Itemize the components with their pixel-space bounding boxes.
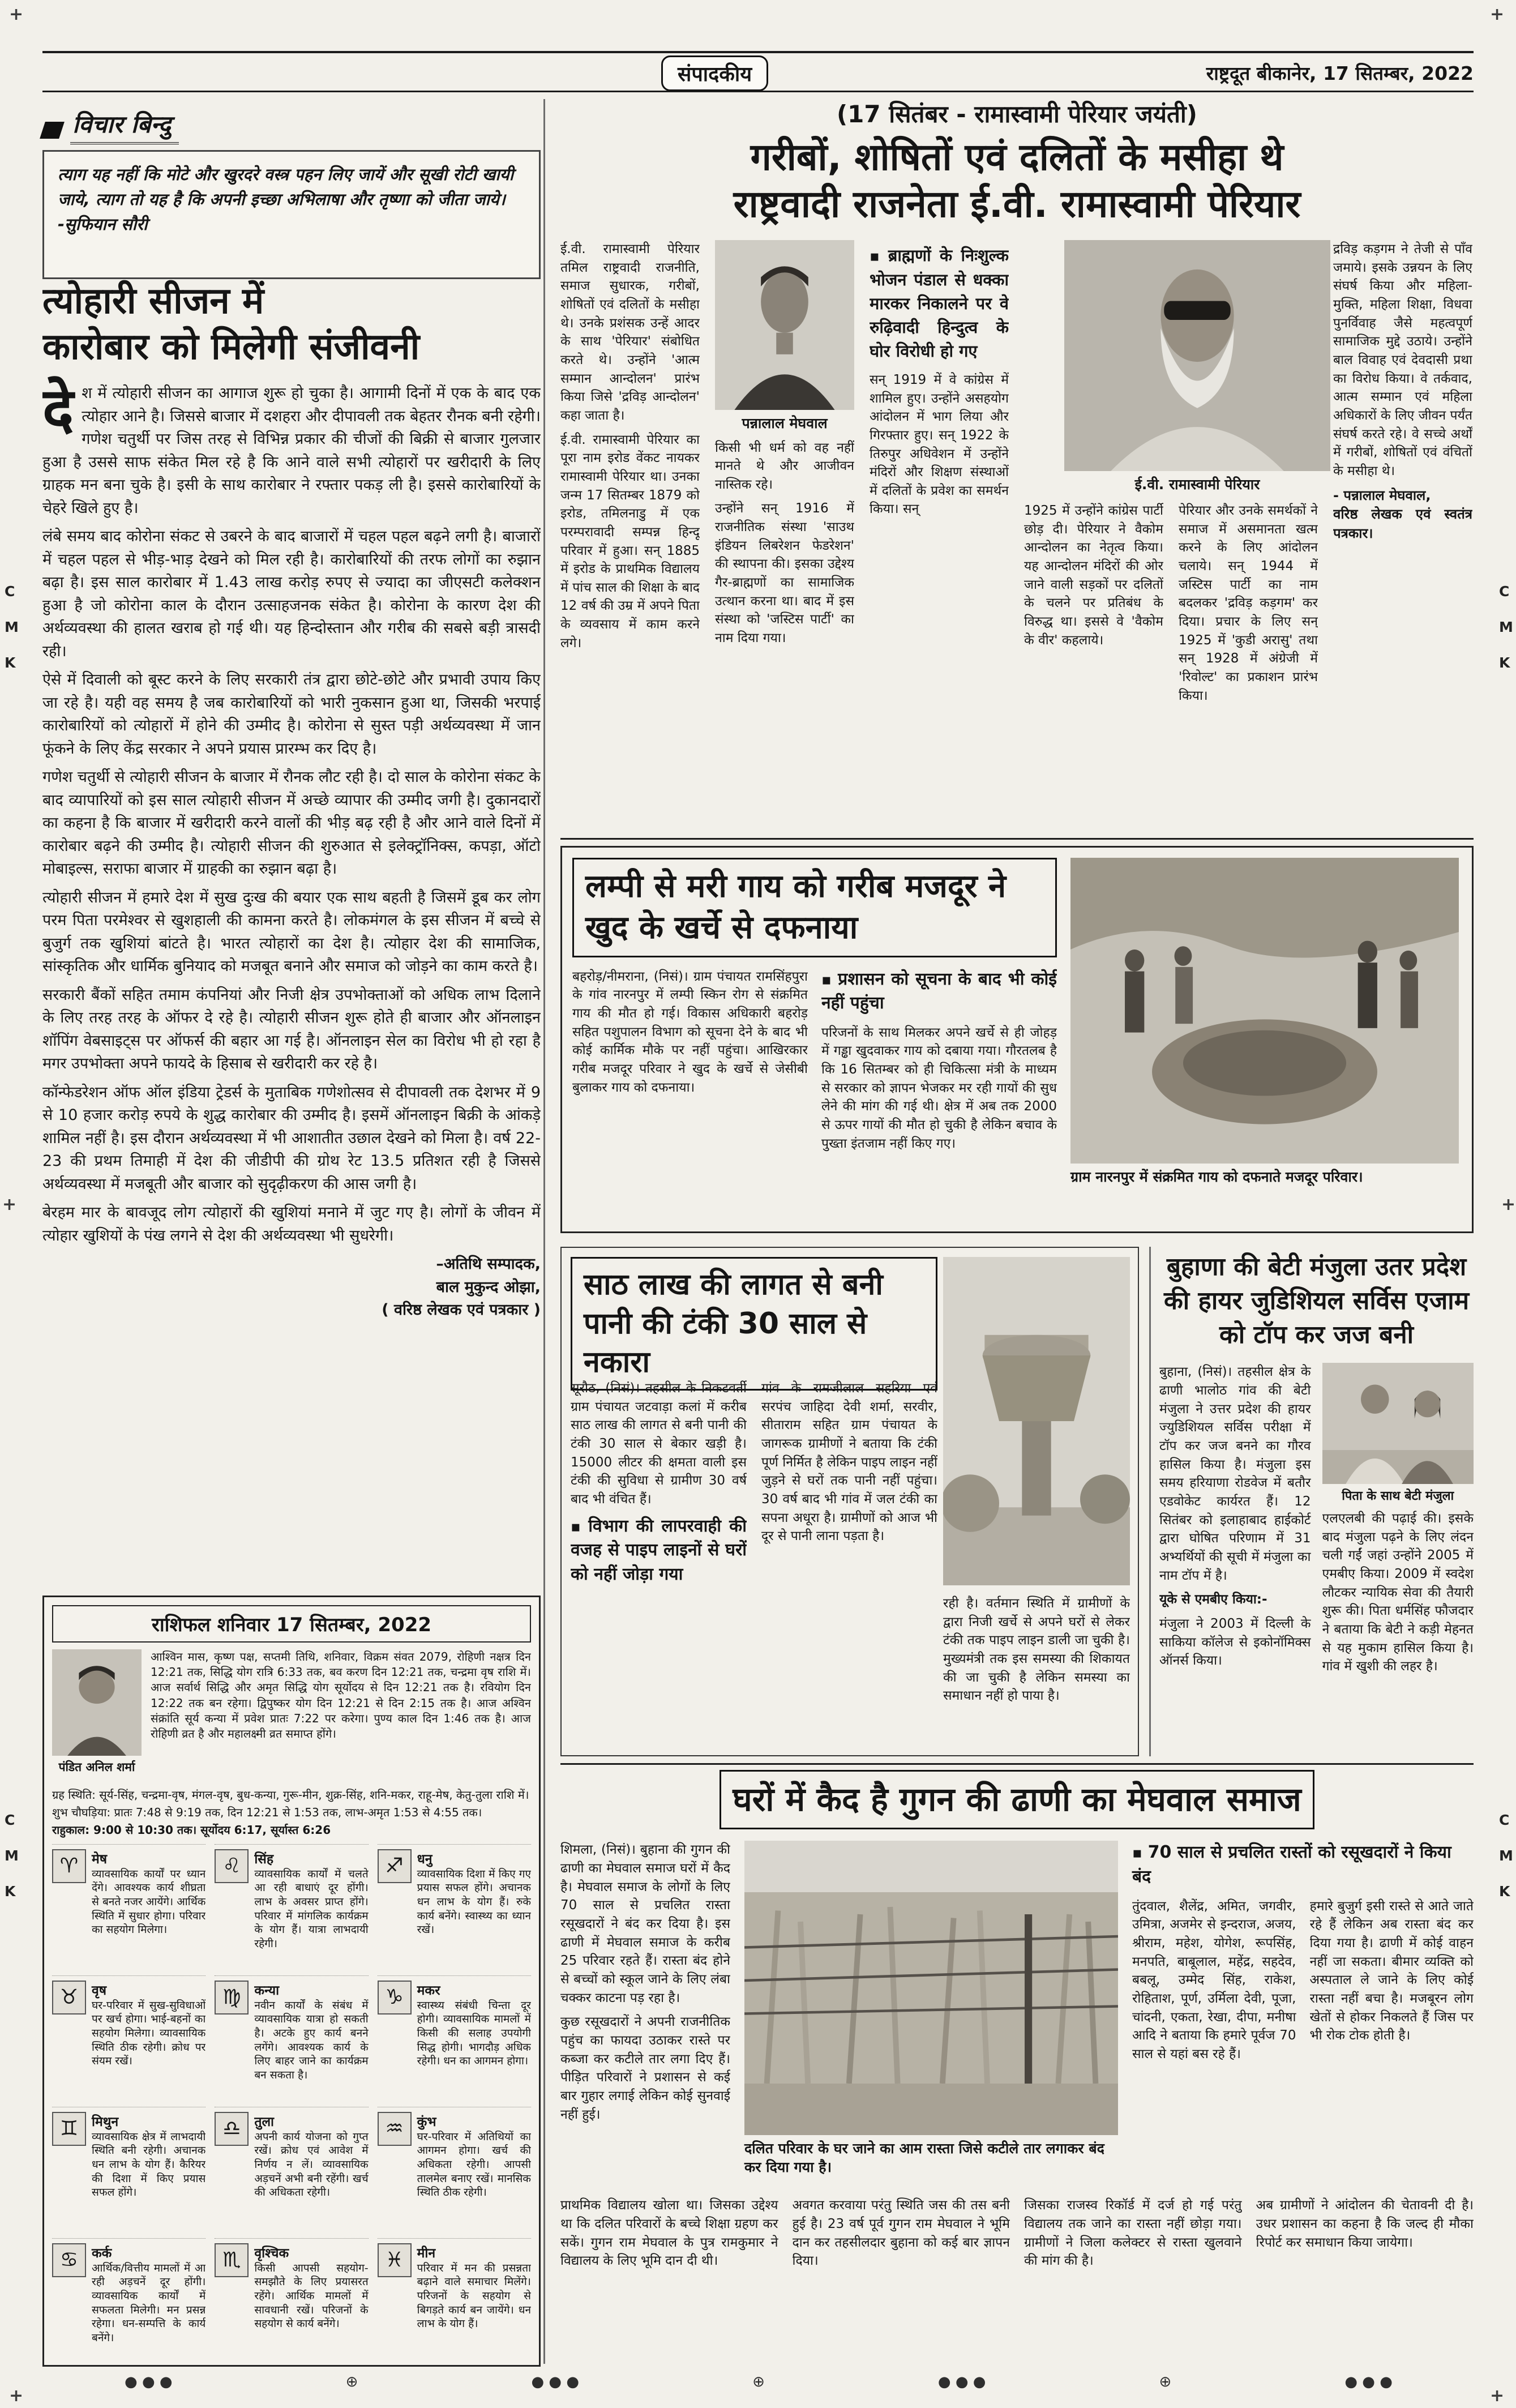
periyar-photo-caption: ई.वी. रामास्वामी पेरियार [1134, 476, 1260, 493]
cmk-k: K [5, 1883, 16, 1900]
vichar-bindu-quote-box [42, 150, 541, 279]
festive-para: श में त्योहारी सीजन का आगाज शुरू हो चुका है। आगामी दिनों में एक के बाद एक त्योहार आने है। जिससे बाजार में दशहरा और दीपावली तक बेहतर रौनक बनी रहेगी। गणेश चतुर्थी पर जिस तरह से विभिन्न प्रकार की चीजों की बिक्री से बाजार गुलजार हुआ है उससे साफ संकेत मिल रहे है कि आने वाले सभी त्योहारों पर खरीदारी के लिए ग्राहक मन बना चुके है। इसी के साथ कारोबार ने रफ्तार पकड़ ली है। इससे कारोबारियों के चेहरे खिले हुए है। [42, 384, 541, 517]
pull-quote-text: ब्राह्मणों के निःशुल्क भोजन पंडाल से धक्का मारकर निकालने पर वे रुढ़िवादी हिन्दुत्व के घोर विरोधी हो गए [870, 246, 1009, 361]
article-water-tank [560, 1247, 1139, 1756]
section-badge [661, 55, 768, 91]
tank-subhead-text: विभाग की लापरवाही की वजह से पाइप लाइनों से घरों को नहीं जोड़ा गया [571, 1516, 747, 1584]
zodiac-cell-mesh [52, 1844, 205, 1970]
bullet-square-icon: ▪ [571, 1518, 583, 1536]
lumpy-col-1 [572, 968, 808, 1194]
rashifal-section [42, 1596, 541, 2367]
zodiac-cell-kumbh [378, 2107, 531, 2232]
article-lumpy-cow [560, 846, 1474, 1233]
meghwal-para: प्राथमिक विद्यालय खोला था। जिसका उद्देश्य था कि दलित परिवारों के बच्चे शिक्षा ग्रहण कर सकें। गुगन राम मेघवाल के पुत्र रामकुमार ने विद्यालय के लिए भूमि दान दी थी। [560, 2198, 778, 2269]
column-divider [543, 99, 545, 2364]
zodiac-scorpio-icon: ♏ [215, 2243, 249, 2277]
festive-byline-3: ( वरिष्ठ लेखक एवं पत्रकार ) [382, 1301, 541, 1319]
zodiac-name: मीन [417, 2246, 436, 2261]
cmk-c: C [1499, 1812, 1510, 1828]
zodiac-cell-dhanu [378, 1844, 531, 1970]
meghwal-bottom-col-1 [560, 2196, 778, 2326]
judge-para: एलएलबी की पढ़ाई की। इसके बाद मंजुला पढ़ने के लिए लंदन चली गईं जहां उन्होंने 2005 में एमबीए किया। 2009 में स्वदेश लौटकर न्यायिक सेवा की तैयारी शुरू की। पिता धर्मसिंह फौजदार ने बताया कि बेटी ने कड़ी मेहनत से यह मुकाम हासिल किया है। गांव में खुशी की लहर है। [1322, 1511, 1474, 1674]
zodiac-cell-meen [378, 2238, 531, 2364]
footer-target-icon: ⊕ [1159, 2373, 1172, 2390]
zodiac-cell-vrish [52, 1975, 205, 2101]
meghwal-photo [744, 1841, 1118, 2135]
zodiac-name: कन्या [254, 1983, 280, 1998]
zodiac-text: परिवार में मन की प्रसन्नता बढ़ाने वाले समाचार मिलेंगे। परिजनों के सहयोग से बिगड़ते कार्य बन जायेंगे। धन लाभ के योग हैं। [417, 2261, 531, 2330]
judge-subhead: यूके से एमबीए किया:- [1159, 1592, 1267, 1607]
zodiac-name: कुंभ [417, 2114, 436, 2129]
periyar-pull-quote [870, 240, 1009, 371]
article-periyar [560, 97, 1474, 833]
section-divider [560, 838, 1474, 840]
masthead-rule-top [42, 51, 1474, 53]
periyar-kicker: (17 सितंबर - रामास्वामी पेरियार जयंती) [836, 100, 1198, 128]
vichar-bindu-title: विचार बिन्दु [70, 108, 179, 144]
periyar-col-3 [870, 240, 1009, 833]
zodiac-name: मिथुन [92, 2114, 119, 2129]
zodiac-name: तुला [254, 2114, 274, 2129]
water-tank-illustration [943, 1257, 1130, 1585]
lumpy-left [572, 858, 1057, 1194]
periyar-col-2 [715, 240, 854, 833]
registration-cross-icon: + [1501, 1195, 1516, 1214]
footer-dots: ● ● ● [1344, 2373, 1393, 2390]
lumpy-headline: लम्पी से मरी गाय को गरीब मजदूर ने खुद के खर्चे से दफनाया [572, 858, 1057, 957]
zodiac-text: व्यावसायिक कार्यों पर ध्यान देंगे। आवश्यक कार्य शीघ्रता से बनते नजर आयेंगे। आर्थिक स्थिति में सुधार होगा। परिवार का सहयोग मिलेगा। [92, 1867, 206, 1936]
lumpy-subhead-text: प्रशासन को सूचना के बाद भी कोई नहीं पहुंचा [821, 969, 1057, 1013]
tank-photo [943, 1257, 1130, 1585]
cmk-print-mark [1499, 583, 1513, 671]
festive-para: कॉन्फेडरेशन ऑफ ऑल इंडिया ट्रेडर्स के मुताबिक गणेशोत्सव से दीपावली तक देशभर में 9 से 10 हजार करोड़ रुपये के शुद्ध कारोबार की उम्मीद है। इसमें ऑनलाइन बिक्री के आंकड़े शामिल नहीं है। इस दौरान अर्थव्यवस्था में भी आशातीत उछाल देखने को मिला है। वर्ष 22-23 की प्रथम तिमाही में देश की जीडीपी की ग्रोथ रेट 13.5 प्रतिशत रही है जिससे अर्थव्यवस्था में मजबूती और बाजार को सुदृढ़ीकरण की आस जगी है। [42, 1083, 541, 1193]
periyar-para: 1925 में उन्होंने कांग्रेस पार्टी छोड़ दी। पेरियार ने वैकोम आन्दोलन का नेतृत्व किया। यह आन्दोलन मंदिरों की ओर जाने वाली सड़कों पर दलितों के चलने पर प्रतिबंध के विरुद्ध था। इससे वे 'वैकोम के वीर' कहलाये। [1024, 503, 1163, 648]
zodiac-name: धनु [417, 1851, 432, 1867]
cmk-k: K [5, 655, 16, 671]
festive-para: गणेश चतुर्थी से त्योहारी सीजन के बाजार में रौनक लौट रही है। दो साल के कोरोना संकट के बाद व्यापारियों को इस साल त्योहारी सीजन में अच्छे व्यापार की उम्मीद जगी है। दुकानदारों का कहना है कि बाजार में खरीदारी करने वालों की भीड़ बढ़ रही है और आने वाले दिनों में कारोबार बढ़ने की उम्मीद है। त्योहारी सीजन की शुरुआत से इलेक्ट्रॉनिक्स, कपड़ा, ऑटो मोबाइल्स, सराफा बाजार में ग्राहकी का रुझान बढ़ा है। [42, 768, 541, 878]
vichar-quote-author: -सुफियान सौरी [58, 215, 148, 234]
periyar-headline-line2: राष्ट्रवादी राजनेता ई.वी. रामास्वामी पेरियार [733, 182, 1301, 226]
vichar-quote-text: त्याग यह नहीं कि मोटे और खुरदरे वस्त्र पहन लिए जायें और सूखी रोटी खायी जाये, त्याग तो यह है कि अपनी इच्छा अभिलाषा और तृष्णा को जीता जाये। [58, 165, 514, 209]
zodiac-text: नवीन कार्यों के संबंध में व्यावसायिक यात्रा हो सकती है। अटके हुए कार्य बनने लगेंगे। आवश्यक कार्य के लिए बाहर जाने का कार्यक्रम बन सकता है। [254, 1999, 369, 2081]
bullet-square-icon: ▪ [870, 248, 883, 265]
meghwal-right [1132, 1841, 1474, 2187]
periyar-body [560, 240, 1474, 833]
section-title: संपादकीय [678, 63, 752, 86]
cmk-c: C [5, 583, 15, 600]
lumpy-para: परिजनों के साथ मिलकर अपने खर्चे से ही जोहड़ में गड्ढा खुदवाकर गाय को दबाया गया। गौरतलब है कि 16 सितम्बर को ही चिकित्सा मंत्री के माध्यम से सरकार को ज्ञापन भेजकर मर रही गायों की सुध लेने की मांग की गई थी। क्षेत्र में अब तक 2000 से ऊपर गायों की मौत हो चुकी है लेकिन बचाव के पुख्ता इंतजाम नहीं किए गए। [821, 1025, 1057, 1151]
footer-dots: ● ● ● [531, 2373, 580, 2390]
article-judge-manjula [1159, 1247, 1474, 1756]
pandit-photo [52, 1649, 142, 1756]
zodiac-name: कर्क [92, 2246, 112, 2261]
registration-cross-icon: + [1490, 5, 1505, 24]
meghwal-bottom-col-2 [793, 2196, 1010, 2326]
zodiac-text: घर-परिवार में सुख-सुविधाओं पर खर्च होगा। भाई-बहनों का सहयोग मिलेगा। व्यावसायिक स्थिति ठीक रहेगी। क्रोध पर संयम रखें। [92, 1999, 206, 2068]
zodiac-cell-mithun [52, 2107, 205, 2232]
edition-dateline: राष्ट्रदूत बीकानेर, 17 सितम्बर, 2022 [1206, 62, 1474, 84]
tank-body [571, 1379, 937, 1747]
zodiac-aquarius-icon: ♒ [378, 2112, 412, 2146]
periyar-photo [1064, 240, 1330, 471]
zodiac-gemini-icon: ♊ [52, 2112, 86, 2146]
zodiac-cell-kanya [215, 1975, 368, 2101]
rashifal-intro: आश्विन मास, कृष्ण पक्ष, सप्तमी तिथि, शनिवार, विक्रम संवत 2079, रोहिणी नक्षत्र दिन 12:21 तक, सिद्धि योग रात्रि 6:33 तक, बव करण दिन 12:21 तक, चन्द्रमा वृष राशि में। आज सर्वार्थ सिद्धि और अमृत सिद्धि योग सूर्योदय से दिन 12:21 तक है। रवियोग दिन 12:22 तक बन रहेगा। द्विपुष्कर योग दिन 12:21 से दिन 2:15 तक है। आज अश्विन संक्रांति सूर्य कन्या में प्रवेश प्रातः 7:22 पर करेगा। पुण्य काल दिन 1:46 तक है। आज रोहिणी व्रत है और महालक्ष्मी व्रत समाप्त होंगे। [151, 1650, 531, 1740]
zodiac-grid [52, 1844, 531, 2364]
cmk-k: K [1499, 655, 1510, 671]
zodiac-name: वृश्चिक [254, 2246, 289, 2261]
cmk-c: C [5, 1812, 15, 1828]
tank-col-3 [943, 1594, 1130, 1748]
pandit-portrait-illustration [52, 1649, 142, 1756]
festive-headline-line2: कारोबार को मिलेगी संजीवनी [42, 326, 420, 368]
tank-col-1 [571, 1379, 747, 1747]
masthead-rule-bottom [42, 91, 1474, 92]
pandit-photo-block [52, 1649, 142, 1784]
zodiac-text: व्यावसायिक क्षेत्र में लाभदायी स्थिति बनी रहेगी। अचानक धन लाभ के योग हैं। कैरियर की दिशा में किए प्रयास सफल होंगे। [92, 2130, 206, 2199]
father-daughter-illustration [1322, 1363, 1474, 1484]
zodiac-text: किसी आपसी सहयोग-समझौते के लिए प्रयासरत रहेंगे। आर्थिक मामलों में सावधानी रखें। परिजनों के सहयोग से कार्य बनेंगे। [254, 2261, 369, 2330]
registration-cross-icon: + [9, 5, 24, 24]
judge-para: मंजुला ने 2003 में दिल्ली के साकिया कॉलेज से इकोनॉमिक्स ऑनर्स किया। [1159, 1616, 1311, 1669]
tank-headline: साठ लाख की लागत से बनी पानी की टंकी 30 साल से नकारा [571, 1257, 937, 1391]
cmk-c: C [1499, 583, 1510, 600]
zodiac-text: व्यावसायिक दिशा में किए गए प्रयास सफल होंगे। अचानक धन लाभ के योग हैं। रुके कार्य बनेंगे। स्वास्थ्य का ध्यान रखें। [417, 1867, 531, 1936]
judge-headline: बुहाणा की बेटी मंजुला उतर प्रदेश की हायर जुडिशियल सर्विस एजाम को टॉप कर जज बनी [1163, 1252, 1470, 1349]
rashifal-grah-sthiti: ग्रह स्थिति: सूर्य-सिंह, चन्द्रमा-वृष, मंगल-वृष, बुध-कन्या, गुरू-मीन, शुक्र-सिंह, शनि-मकर, राहू-मेष, केतु-तुला राशि में। [52, 1788, 529, 1802]
zodiac-cell-vrishchik [215, 2238, 368, 2364]
periyar-signoff-2: वरिष्ठ लेखक एवं स्वतंत्र पत्रकार। [1333, 506, 1472, 541]
zodiac-virgo-icon: ♍ [215, 1981, 249, 2014]
festive-body [42, 375, 541, 1322]
rashifal-chaughadiya: शुभ चौघड़िया: प्रातः 7:48 से 9:19 तक, दिन 12:21 से 1:53 तक, लाभ-अमृत 1:53 से 4:55 तक। [52, 1806, 482, 1820]
cmk-m: M [1499, 1847, 1513, 1864]
rashifal-title: राशिफल शनिवार 17 सितम्बर, 2022 [52, 1605, 531, 1643]
periyar-signoff-1: - पन्नालाल मेघवाल, [1333, 487, 1431, 503]
periyar-para: सन् 1919 में वे कांग्रेस में शामिल हुए। उन्होंने असहयोग आंदोलन में भाग लिया और गिरफ्तार हुए। सन् 1922 के तिरुपुर अधिवेशन में उन्होंने मंदिरों और शिक्षण संस्थाओं में दलितों के प्रवेश का समर्थन किया। सन् [870, 372, 1009, 517]
periyar-portrait-illustration [1064, 240, 1330, 471]
meghwal-para: हमारे बुजुर्ग इसी रास्ते से आते जाते रहे हैं लेकिन अब रास्ता बंद कर दिया गया है। ढाणी में कोई वाहन नहीं जा सकता। बीमार व्यक्ति को अस्पताल ले जाने के लिए कोई रास्ता नहीं बचा है। मजबूरन लोग खेतों से होकर निकलते हैं जिस पर भी रोक टोक होती है। [1309, 1898, 1474, 2043]
cmk-k: K [1499, 1883, 1510, 1900]
festive-para: लंबे समय बाद कोरोना संकट से उबरने के बाद बाजारों में चहल पहल बढ़ने लगी है। बाजारों में चहल पहल से भीड़-भाड़ देखने को मिल रही है। कारोबारियों की तरफ लोगों का रुझान बढ़ा है। इस साल कारोबार में 1.43 लाख करोड़ रुपए से ज्यादा का जीएसटी कलेक्शन हुआ है जो कोरोना काल के दौरान उत्साहजनक संकेत है। कोरोना के कारण देश की अर्थव्यवस्था की हालत खराब हो गई थी। यह हिन्दोस्तान और गरीब की सबसे बड़ी त्रासदी रही। [42, 528, 541, 660]
zodiac-text: अपनी कार्य योजना को गुप्त रखें। क्रोध एवं आवेश में निर्णय न लें। व्यावसायिक अड़चनें अभी बनी रहेंगी। खर्च की अधिकता रहेगी। [254, 2130, 369, 2199]
festive-para: त्योहारी सीजन में हमारे देश में सुख दुःख की बयार एक साथ बहती है जिसमें डूब कर लोग परम पिता परमेश्वर से खुशहाली की कामना करते है। लोकमंगल के इस सीजन में बच्चे से बुजुर्ग तक खुशियां बांटते है। भारत त्योहारों का देश है। त्योहार देश की सामाजिक, सांस्कृतिक और धार्मिक बुनियाद को मजबूत बनाने और समाज को जोड़ने का काम करते है। [42, 888, 541, 976]
periyar-para: पेरियार और उनके समर्थकों ने समाज में असमानता खत्म करने के लिए आंदोलन चलाये। सन् 1944 में जस्टिस पार्टी का नाम बदलकर 'द्रविड़ कड़गम' कर दिया। प्रचार के लिए सन् 1925 में 'कुडी अरासु' तथा सन् 1928 में अंग्रेजी में 'रिवोल्ट' का प्रकाशन प्रारंभ किया। [1179, 503, 1318, 703]
footer-dots: ● ● ● [125, 2373, 173, 2390]
tank-para: सूरौठ, (निसं)। तहसील के निकटवर्ती ग्राम पंचायत जटवाड़ा कलां में करीब साठ लाख की लागत से बनी पानी की टंकी 30 साल से बेकार खड़ी है। 15000 लीटर की क्षमता वाली इस टंकी की सुविधा से ग्रामीण 30 वर्ष बाद भी वंचित हैं। [571, 1381, 747, 1507]
zodiac-sagittarius-icon: ♐ [378, 1849, 412, 1883]
cmk-m: M [5, 619, 19, 635]
periyar-col-6 [1333, 240, 1472, 833]
bullet-square-icon: ▪ [821, 971, 833, 989]
tank-col-2 [761, 1379, 937, 1747]
meghwal-photo-block [744, 1841, 1118, 2187]
zodiac-text: आर्थिक/वित्तीय मामलों में आ रही अड़चनें दूर होंगी। व्यावसायिक कार्यों में सफलता मिलेगी। मन प्रसन्न रहेगा। धन-सम्पत्ति के कार्य बनेंगे। [92, 2261, 206, 2344]
zodiac-aries-icon: ♈ [52, 1849, 86, 1883]
lumpy-col-2 [821, 968, 1057, 1194]
zodiac-text: घर-परिवार में अतिथियों का आगमन होगा। खर्च की अधिकता रहेगी। आपसी तालमेल बनाए रखें। मानसिक स्थिति ठीक रहेगी। [417, 2130, 531, 2199]
festive-byline-1: –अतिथि सम्पादक, [436, 1255, 541, 1273]
periyar-para: द्रविड़ कड़गम ने तेजी से पाँव जमाये। इसके उन्नयन के लिए संघर्ष किया और महिला-मुक्ति, महिला शिक्षा, विधवा पुनर्विवाह जैसे महत्वपूर्ण सामाजिक मुद्दे उठाये। उन्होंने बाल विवाह एवं देवदासी प्रथा का विरोध किया। वे तर्कवाद, आत्म सम्मान एवं महिला अधिकारों के लिए जीवन पर्यंत संघर्ष करते रहे। वे सच्चे अर्थों में गरीबों, शोषितों एवं वंचितों के मसीहा थे। [1333, 242, 1472, 478]
meghwal-subhead-text: 70 साल से प्रचलित रास्तों को रसूखदारों ने किया बंद [1132, 1842, 1451, 1887]
lumpy-para: बहरोड़/नीमराना, (निसं)। ग्राम पंचायत रामसिंहपुरा के गांव नारनपुर में लम्पी स्किन रोग से संक्रमित गाय की मौत हो गई। विकास अधिकारी बहरोड़ सहित पशुपालन विभाग को सूचना देने के बाद भी कोई कार्मिक मौके पर नहीं पहुंचा। आखिरकार गरीब मजदूर परिवार ने खुद के खर्चे से जेसीबी बुलाकर गाय को दफनाया। [572, 969, 808, 1095]
zodiac-capricorn-icon: ♑ [378, 1981, 412, 2014]
lumpy-subhead [821, 968, 1057, 1016]
footer-dots: ● ● ● [937, 2373, 986, 2390]
cmk-print-mark [1499, 1812, 1513, 1900]
meghwal-headline: घरों में कैद है गुगन की ढाणी का मेघवाल समाज [720, 1770, 1314, 1829]
zodiac-cell-makar [378, 1975, 531, 2101]
author-photo [715, 240, 854, 410]
zodiac-name: मकर [417, 1983, 440, 1998]
zodiac-name: वृष [92, 1983, 107, 1998]
cmk-print-mark [5, 583, 19, 671]
meghwal-para: तुंदवाल, शैलेंद्र, अमित, जगवीर, उमित्रा, अजमेर से इन्दराज, अजय, श्रीराम, महेश, योगेश, रूपसिंह, मनपति, बाबूलाल, महेंद्र, सहदेव, बबलू, उम्मेद सिंह, राकेश, रोहिताश, पूर्ण, उर्मिला देवी, पूजा, चांदनी, एकता, रेखा, दीपा, मनीषा आदि ने बताया कि हमारे पूर्वज 70 साल से यहां बस रहे हैं। [1132, 1898, 1296, 2061]
zodiac-name: मेष [92, 1851, 108, 1867]
zodiac-text: स्वास्थ्य संबंधी चिन्ता दूर होगी। व्यावसायिक मामलों में किसी की सलाह उपयोगी सिद्ध होगी। भागदौड़ अधिक रहेगी। धन का आगमन होगा। [417, 1999, 531, 2068]
cmk-m: M [1499, 619, 1513, 635]
tank-subhead [571, 1515, 747, 1587]
cmk-m: M [5, 1847, 19, 1864]
judge-col-1 [1159, 1363, 1311, 1714]
meghwal-para: अब ग्रामीणों ने आंदोलन की चेतावनी दी है। उधर प्रशासन का कहना है कि जल्द ही मौका रिपोर्ट कर समाधान किया जायेगा। [1256, 2198, 1474, 2250]
meghwal-right-col-2 [1310, 1897, 1474, 2163]
burial-scene-illustration [1070, 858, 1459, 1164]
festive-para: बेरहम मार के बावजूद लोग त्योहारों की खुशियां मनाने में जुट गए है। लोगों के जीवन में त्योहार खुशियों के पंख लगने से देश की अर्थव्यवस्था भी सुधरेगी। [42, 1204, 541, 1244]
periyar-headline-line1: गरीबों, शोषितों एवं दलितों के मसीहा थे [750, 135, 1284, 179]
meghwal-photo-caption: दलित परिवार के घर जाने का आम रास्ता जिसे कटीले तार लगाकर बंद कर दिया गया है। [744, 2140, 1104, 2175]
lumpy-photo [1070, 858, 1459, 1164]
periyar-para: ई.वी. रामास्वामी पेरियार का पूरा नाम इरोड वेंकट नायकर रामास्वामी पेरियार था। उनका जन्म 17 सितम्बर 1879 को इरोड, तमिलनाडु में एक परम्परावादी सम्पन्न हिन्दू परिवार में हुआ। सन् 1885 में इरोड के प्राथमिक विद्यालय में पांच साल की शिक्षा के बाद 12 वर्ष की उम्र में अपने पिता के व्यवसाय में काम करने लगे। [560, 432, 700, 651]
bullet-square-icon: ▪ [1132, 1845, 1142, 1862]
zodiac-leo-icon: ♌ [215, 1849, 249, 1883]
meghwal-para: कुछ रसूखदारों ने अपनी राजनीतिक पहुंच का फायदा उठाकर रास्ते पर कब्जा कर कटीले तार लगा दिए हैं। पीड़ित परिवारों ने प्रशासन से कई बार गुहार लगाई लेकिन कोई सुनवाई नहीं हुई। [560, 2014, 730, 2122]
pandit-name: पंडित अनिल शर्मा [58, 1760, 135, 1774]
article-festive-season [42, 279, 541, 1586]
meghwal-para: शिमला, (निसं)। बुहाना की गुगन की ढाणी का मेघवाल समाज घरों में कैद है। मेघवाल समाज के लोगों के लिए 70 साल से प्रचलित रास्ता रसूखदारों ने बंद कर दिया है। इस ढाणी में मेघवाल समाज के करीब 25 परिवार रहते हैं। रास्ता बंद होने से बच्चों को स्कूल जाने के लिए लंबा चक्कर काटना पड़ रहा है। [560, 1842, 730, 2005]
meghwal-bottom-col-3 [1024, 2196, 1242, 2326]
article-meghwal-samaj [560, 1770, 1474, 2345]
column-divider [1149, 1247, 1151, 1756]
tank-para: गांव के रामजीलाल सहरिया एवं सरपंच जाहिदा देवी शर्मा, सरवीर, सीताराम सहित ग्राम पंचायत के जागरूक ग्रामीणों ने बताया कि टंकी पूर्ण निर्मित है लेकिन पाइप लाइन नहीं जुड़ने से घरों तक पानी नहीं पहुंचा। 30 वर्ष बाद भी गांव में जल टंकी का सपना अधूरा है। ग्रामीणों को आज भी दूर से पानी लाना पड़ता है। [761, 1381, 937, 1544]
footer-target-icon: ⊕ [752, 2373, 765, 2390]
zodiac-libra-icon: ♎ [215, 2112, 249, 2146]
zodiac-text: व्यावसायिक कार्यों में चलते आ रही बाधाएं दूर होंगी। लाभ के अवसर प्राप्त होंगे। परिवार में मांगलिक कार्यक्रम के योग हैं। यात्रा लाभदायी रहेगी। [254, 1867, 369, 1950]
author-photo-caption: पन्नालाल मेघवाल [742, 415, 828, 431]
meghwal-bottom-col-4 [1256, 2196, 1474, 2326]
cmk-print-mark [5, 1812, 19, 1900]
zodiac-pisces-icon: ♓ [378, 2243, 412, 2277]
festive-headline-line1: त्योहारी सीजन में [42, 280, 264, 322]
author-portrait-illustration [715, 240, 854, 410]
section-divider [560, 1763, 1474, 1765]
registration-marks [125, 2373, 1393, 2390]
periyar-col-1 [560, 240, 700, 833]
periyar-para: किसी भी धर्म को वह नहीं मानते थे और आजीवन नास्तिक रहे। [715, 440, 854, 492]
meghwal-para: जिसका राजस्व रिकॉर्ड में दर्ज हो गई परंतु विद्यालय तक जाने का रास्ता नहीं छोड़ा गया। ग्रामीणों ने जिला कलेक्टर से रास्ता खुलवाने की मांग की है। [1024, 2198, 1242, 2269]
festive-byline-2: बाल मुकुन्द ओझा, [436, 1278, 541, 1296]
meghwal-para: अवगत करवाया परंतु स्थिति जस की तस बनी हुई है। 23 वर्ष पूर्व गुगन राम मेघवाल ने भूमि दान कर तहसीलदार बुहाना को कई बार ज्ञापन दिया। [792, 2198, 1010, 2269]
judge-photo-caption: पिता के साथ बेटी मंजुला [1342, 1489, 1454, 1504]
lumpy-photo-block [1070, 858, 1459, 1194]
judge-col-2 [1322, 1363, 1474, 1714]
festive-para: सरकारी बैंकों सहित तमाम कंपनियां और निजी क्षेत्र उपभोक्ताओं को अधिक लाभ दिलाने के लिए तरह तरह के ऑफर दे रहे है। त्योहारी सीजन शुरू होते ही बाजार और ऑनलाइन शॉपिंग वेबसाइट्स पर ऑफर्स की बहार आ गई है। ऑनलाइन सेल का विरोध भी हो रहा है मगर उपभोक्ता अपने फायदे के हिसाब से खरीदारी कर रहे है। [42, 986, 541, 1073]
tank-para: रही है। वर्तमान स्थिति में ग्रामीणों के द्वारा निजी खर्चे से अपने घरों से लेकर टंकी तक पाइप लाइन डाली जा चुकी है। मुख्यमंत्री तक इस समस्या की शिकायत की जा चुकी है लेकिन समस्या का समाधान नहीं हो पाया है। [943, 1596, 1130, 1704]
vichar-bindu-flag-icon [40, 122, 65, 139]
fenced-path-illustration [744, 1841, 1118, 2135]
zodiac-cancer-icon: ♋ [52, 2243, 86, 2277]
periyar-photo-block [1064, 240, 1330, 494]
registration-cross-icon: + [2, 1195, 17, 1214]
judge-para: बुहाना, (निसं)। तहसील क्षेत्र के ढाणी भालोठ गांव की बेटी मंजुला ने उत्तर प्रदेश की हायर ज्युडिशियल सर्विस परीक्षा में टॉप कर जज बनने का गौरव हासिल किया है। मंजुला इस समय हरियाणा रोडवेज में बतौर एडवोकेट कार्यरत हैं। 12 सितंबर को इलाहाबाद हाईकोर्ट द्वारा घोषित परिणाम में 31 अभ्यर्थियों की सूची में मंजुला का नाम टॉप में है। [1159, 1365, 1311, 1583]
periyar-para: ई.वी. रामास्वामी पेरियार तमिल राष्ट्रवादी राजनीति, समाज सुधारक, गरीबों, शोषितों एवं दलितों के मसीहा थे। उनके प्रशंसक उन्हें आदर के साथ 'पेरियार' संबोधित करते थे। उन्होंने 'आत्म सम्मान आन्दोलन' प्रारंभ किया जिसे 'द्रविड़ आन्दोलन' कहा जाता है। [560, 242, 700, 423]
registration-cross-icon: + [1490, 2386, 1505, 2406]
zodiac-cell-kark [52, 2238, 205, 2364]
meghwal-subhead [1132, 1841, 1474, 1889]
footer-target-icon: ⊕ [345, 2373, 358, 2390]
rashifal-rahukal: राहुकाल: 9:00 से 10:30 तक। सूर्योदय 6:17, सूर्यास्त 6:26 [52, 1823, 331, 1837]
meghwal-col-1 [560, 1841, 730, 2187]
zodiac-taurus-icon: ♉ [52, 1981, 86, 2014]
registration-cross-icon: + [9, 2386, 24, 2406]
judge-photo [1322, 1363, 1474, 1484]
festive-para: ऐसे में दिवाली को बूस्ट करने के लिए सरकारी तंत्र द्वारा छोटे-छोटे और प्रभावी उपाय किए जा रहे है। यही वह समय है जब कारोबारियों को भारी नुकसान हुआ था, जिसकी भरपाई कारोबारियों को त्योहारों में होने की उम्मीद है। कोरोना से सुस्त पड़ी अर्थव्यवस्था में जान फूंकने के लिए केंद्र सरकार ने अपने प्रयास प्रारम्भ कर दिए है। [42, 671, 541, 758]
zodiac-cell-tula [215, 2107, 368, 2232]
zodiac-cell-singh [215, 1844, 368, 1970]
zodiac-name: सिंह [254, 1851, 274, 1867]
vichar-bindu-section [42, 108, 541, 279]
periyar-para: उन्होंने सन् 1916 में राजनीतिक संस्था 'साउथ इंडियन लिबरेशन फेडरेशन' की स्थापना की। इसका उद्देश्य गैर-ब्राह्मणों का सामाजिक उत्थान करना था। बाद में इस संस्था को 'जस्टिस पार्टी' का नाम दिया गया। [715, 501, 854, 646]
meghwal-right-col-1 [1132, 1897, 1296, 2163]
festive-dropcap: दे [42, 375, 74, 444]
lumpy-photo-caption: ग्राम नारनपुर में संक्रमित गाय को दफनाते मजदूर परिवार। [1070, 1169, 1363, 1185]
